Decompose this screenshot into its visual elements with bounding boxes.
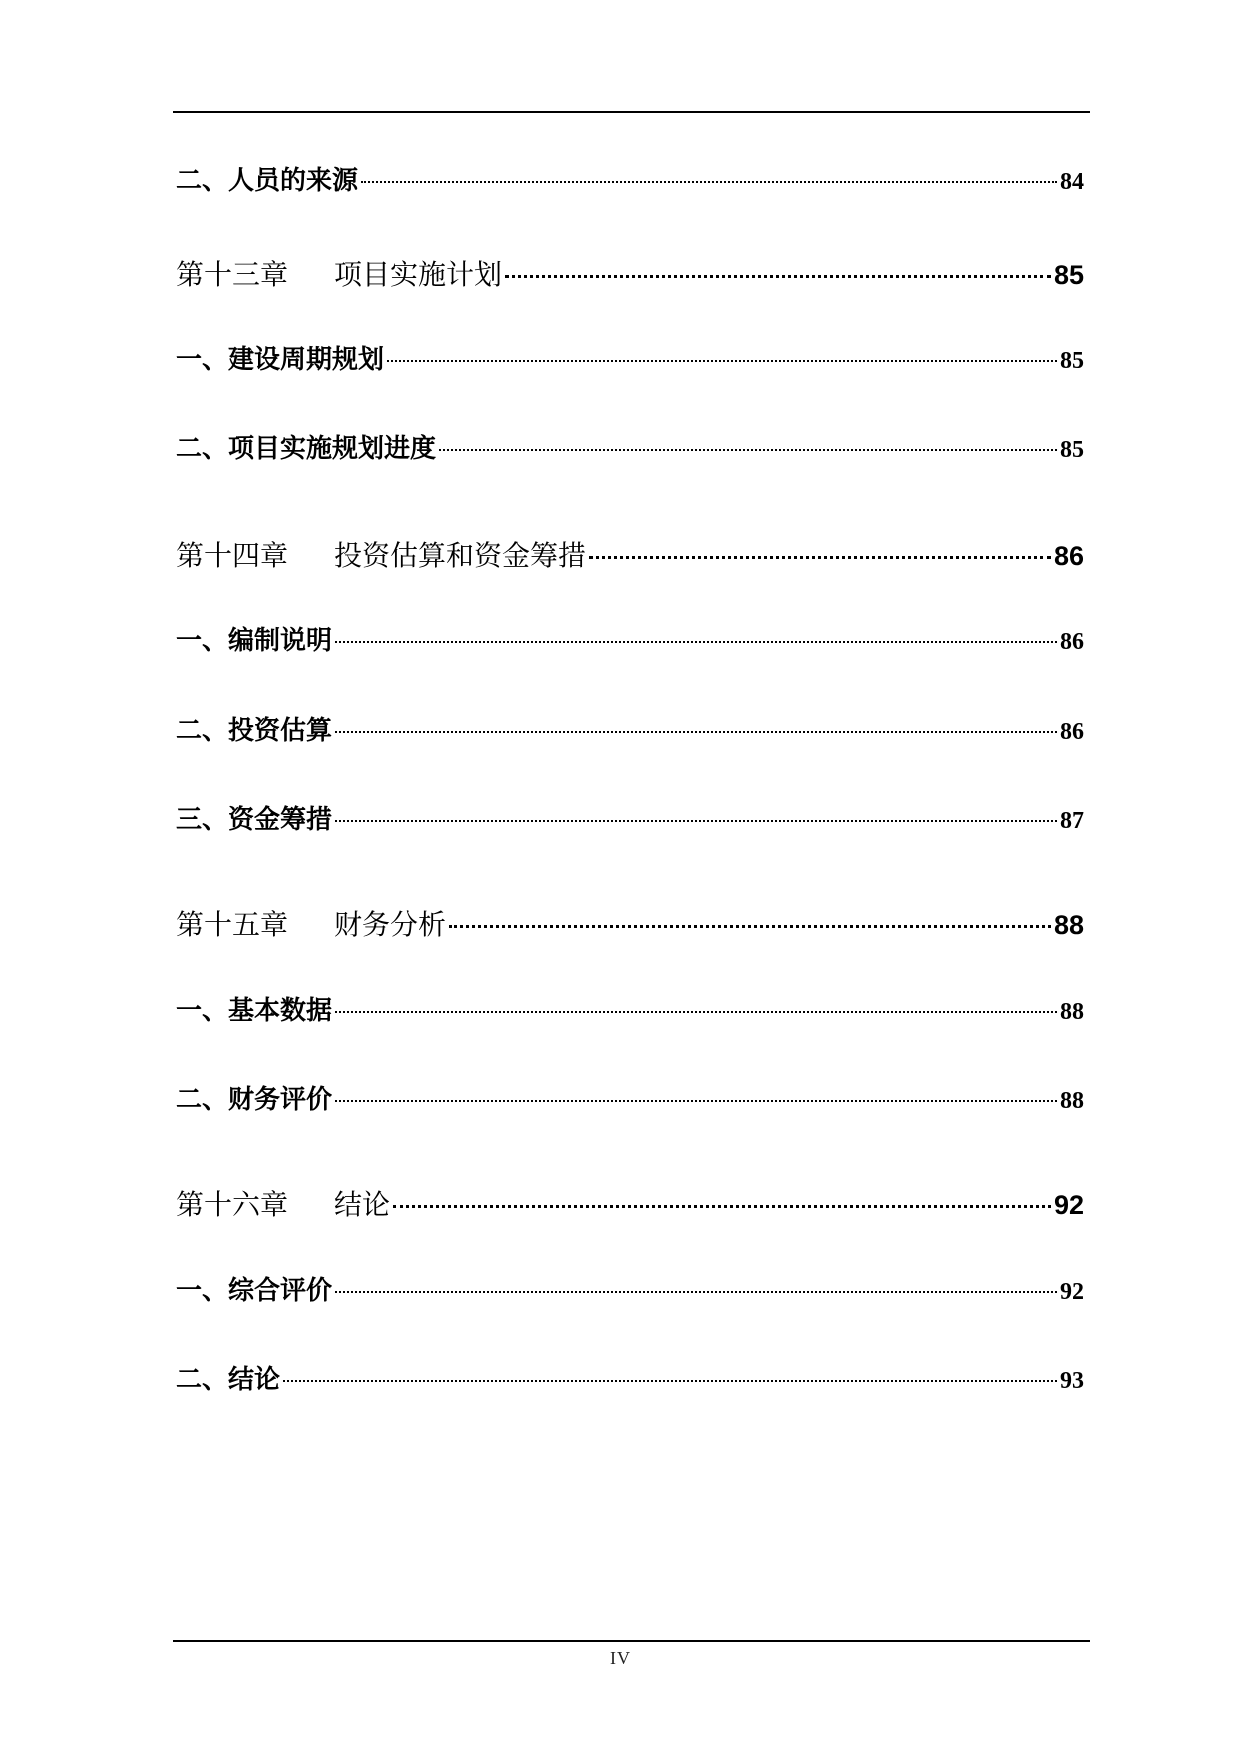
toc-chapter-number: 第十六章: [176, 1188, 289, 1221]
dot-leader: [283, 1380, 1057, 1382]
table-of-contents: [176, 0, 1084, 1500]
toc-chapter-entry[interactable]: [176, 534, 1084, 576]
dot-leader: [335, 1100, 1057, 1102]
toc-chapter-title: 投资估算和资金筹措: [334, 539, 587, 572]
toc-chapter-number: 第十三章: [176, 258, 289, 291]
footer-rule: [173, 1640, 1090, 1642]
toc-entry[interactable]: [176, 799, 1084, 839]
toc-entry[interactable]: [176, 339, 1084, 379]
toc-chapter-title: 结论: [334, 1188, 391, 1221]
toc-entry-page: 87: [1060, 808, 1084, 834]
dot-leader: [335, 820, 1057, 822]
dot-leader: [335, 731, 1057, 733]
toc-entry-page: 86: [1053, 541, 1084, 571]
toc-entry[interactable]: [176, 1270, 1084, 1310]
toc-chapter-entry[interactable]: [176, 903, 1084, 945]
toc-entry-page: 88: [1060, 999, 1084, 1025]
toc-entry[interactable]: [176, 1359, 1084, 1399]
toc-entry-page: 85: [1060, 348, 1084, 374]
toc-entry[interactable]: [176, 428, 1084, 468]
dot-leader: [361, 181, 1057, 183]
toc-entry-label: 一、编制说明: [176, 626, 333, 656]
toc-entry[interactable]: [176, 990, 1084, 1030]
toc-chapter-entry[interactable]: [176, 253, 1084, 295]
toc-entry-page: 84: [1060, 169, 1084, 195]
toc-chapter-title: 项目实施计划: [334, 258, 503, 291]
toc-entry-label: 二、人员的来源: [176, 166, 359, 196]
dot-leader: [335, 1291, 1057, 1293]
toc-entry-label: 二、结论: [176, 1365, 281, 1395]
toc-chapter-entry[interactable]: [176, 1183, 1084, 1225]
toc-entry-page: 86: [1060, 629, 1084, 655]
toc-chapter-number: 第十四章: [176, 539, 289, 572]
toc-entry-label: 一、基本数据: [176, 996, 333, 1026]
toc-entry-label: 二、项目实施规划进度: [176, 434, 437, 464]
toc-entry[interactable]: [176, 1079, 1084, 1119]
toc-entry-label: 三、资金筹措: [176, 805, 333, 835]
toc-entry[interactable]: [176, 620, 1084, 660]
dot-leader: [449, 925, 1051, 928]
dot-leader: [335, 1011, 1057, 1013]
dot-leader: [439, 449, 1057, 451]
toc-entry-label: 二、投资估算: [176, 716, 333, 746]
toc-entry-label: 一、建设周期规划: [176, 345, 385, 375]
toc-entry-label: 一、综合评价: [176, 1276, 333, 1306]
toc-entry-page: 88: [1060, 1088, 1084, 1114]
toc-entry-label: 二、财务评价: [176, 1085, 333, 1115]
dot-leader: [387, 360, 1057, 362]
toc-entry-page: 85: [1060, 437, 1084, 463]
dot-leader: [505, 275, 1051, 278]
toc-chapter-number: 第十五章: [176, 908, 289, 941]
toc-entry-page: 92: [1060, 1279, 1084, 1305]
toc-entry-page: 85: [1053, 260, 1084, 290]
toc-entry-page: 92: [1053, 1190, 1084, 1220]
dot-leader: [393, 1205, 1051, 1208]
toc-entry[interactable]: [176, 710, 1084, 750]
dot-leader: [335, 641, 1057, 643]
toc-entry-page: 93: [1060, 1368, 1084, 1394]
toc-entry-page: 86: [1060, 719, 1084, 745]
toc-entry[interactable]: [176, 160, 1084, 200]
dot-leader: [589, 556, 1051, 559]
footer-page-number: IV: [610, 1648, 631, 1668]
toc-chapter-title: 财务分析: [334, 908, 447, 941]
toc-entry-page: 88: [1053, 910, 1084, 940]
